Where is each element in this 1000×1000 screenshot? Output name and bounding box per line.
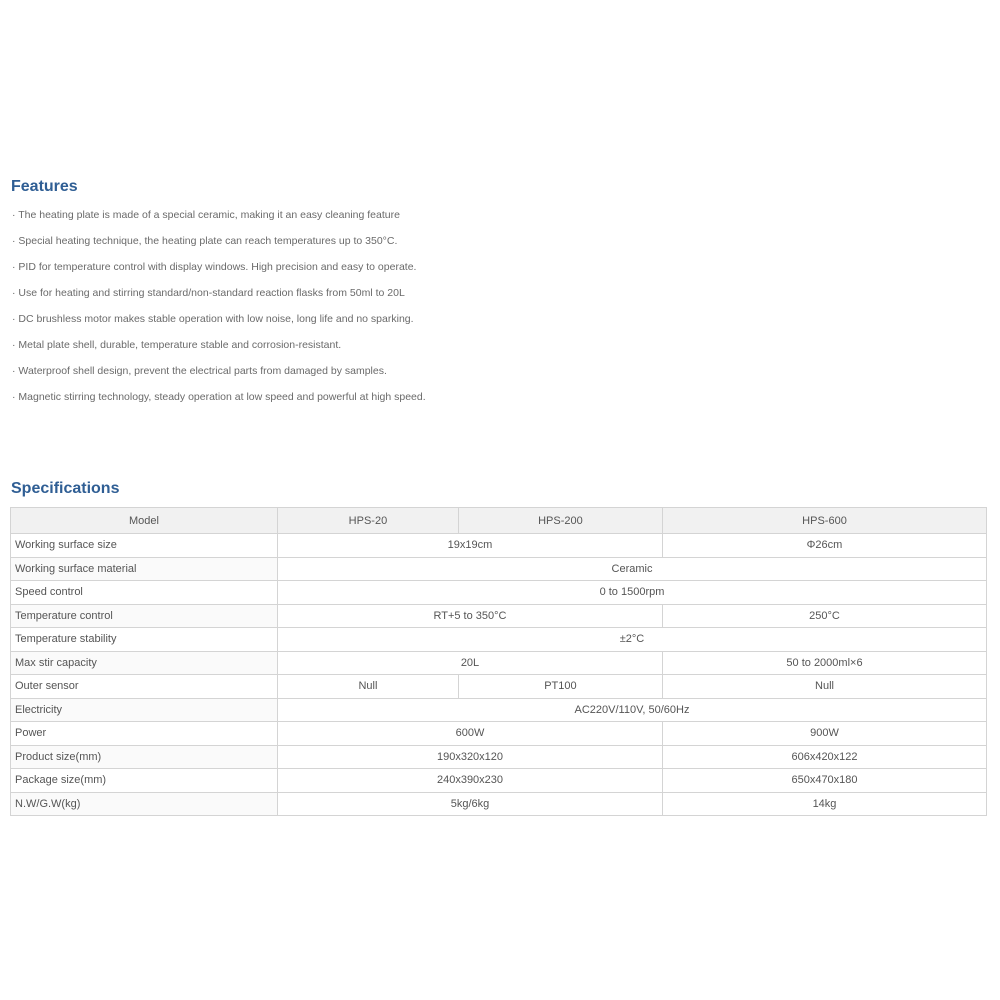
cell-value: 5kg/6kg (278, 792, 663, 816)
cell-value: 0 to 1500rpm (278, 581, 987, 605)
cell-value: Ceramic (278, 557, 987, 581)
row-label: Outer sensor (11, 675, 278, 699)
cell-value: AC220V/110V, 50/60Hz (278, 698, 987, 722)
cell-value: 20L (278, 651, 663, 675)
table-row (11, 792, 987, 816)
table-row (11, 557, 987, 581)
cell-value: 19x19cm (278, 534, 663, 558)
cell-value: 900W (663, 722, 987, 746)
table-row (11, 675, 987, 699)
feature-item: · Metal plate shell, durable, temperature stable and corrosion-resistant. (12, 337, 426, 363)
cell-value: 650x470x180 (663, 769, 987, 793)
row-label: Power (11, 722, 278, 746)
specifications-table (10, 507, 987, 816)
table-header-row (11, 508, 987, 534)
row-label: Product size(mm) (11, 745, 278, 769)
feature-item: · Use for heating and stirring standard/non-standard reaction flasks from 50ml to 20L (12, 285, 426, 311)
cell-value: 190x320x120 (278, 745, 663, 769)
row-label: Temperature control (11, 604, 278, 628)
row-label: Package size(mm) (11, 769, 278, 793)
feature-item: · Magnetic stirring technology, steady operation at low speed and powerful at high speed. (12, 389, 426, 415)
feature-item: · Waterproof shell design, prevent the electrical parts from damaged by samples. (12, 363, 426, 389)
cell-value: 250°C (663, 604, 987, 628)
table-row (11, 722, 987, 746)
feature-item: · The heating plate is made of a special ceramic, making it an easy cleaning feature (12, 207, 426, 233)
cell-value: 14kg (663, 792, 987, 816)
row-label: Temperature stability (11, 628, 278, 652)
table-row (11, 604, 987, 628)
feature-item: · DC brushless motor makes stable operation with low noise, long life and no sparking. (12, 311, 426, 337)
table-row (11, 651, 987, 675)
feature-item: · Special heating technique, the heating plate can reach temperatures up to 350°C. (12, 233, 426, 259)
table-row (11, 581, 987, 605)
features-title: Features (11, 178, 78, 195)
cell-value: RT+5 to 350°C (278, 604, 663, 628)
cell-value: Φ26cm (663, 534, 987, 558)
cell-value: ±2°C (278, 628, 987, 652)
header-model-hps-20: HPS-20 (278, 508, 459, 534)
cell-value: 606x420x122 (663, 745, 987, 769)
cell-value: PT100 (458, 675, 662, 699)
cell-value: Null (278, 675, 459, 699)
table-row (11, 534, 987, 558)
feature-item: · PID for temperature control with display windows. High precision and easy to operate. (12, 259, 426, 285)
row-label: Working surface size (11, 534, 278, 558)
row-label: N.W/G.W(kg) (11, 792, 278, 816)
table-row (11, 769, 987, 793)
cell-value: 600W (278, 722, 663, 746)
cell-value: Null (663, 675, 987, 699)
header-model-hps-600: HPS-600 (663, 508, 987, 534)
specifications-title: Specifications (11, 480, 120, 497)
table-row (11, 698, 987, 722)
row-label: Speed control (11, 581, 278, 605)
header-model-label: Model (11, 508, 278, 534)
row-label: Working surface material (11, 557, 278, 581)
cell-value: 240x390x230 (278, 769, 663, 793)
row-label: Max stir capacity (11, 651, 278, 675)
table-row (11, 628, 987, 652)
features-list (12, 207, 426, 415)
row-label: Electricity (11, 698, 278, 722)
table-row (11, 745, 987, 769)
cell-value: 50 to 2000ml×6 (663, 651, 987, 675)
header-model-hps-200: HPS-200 (458, 508, 662, 534)
